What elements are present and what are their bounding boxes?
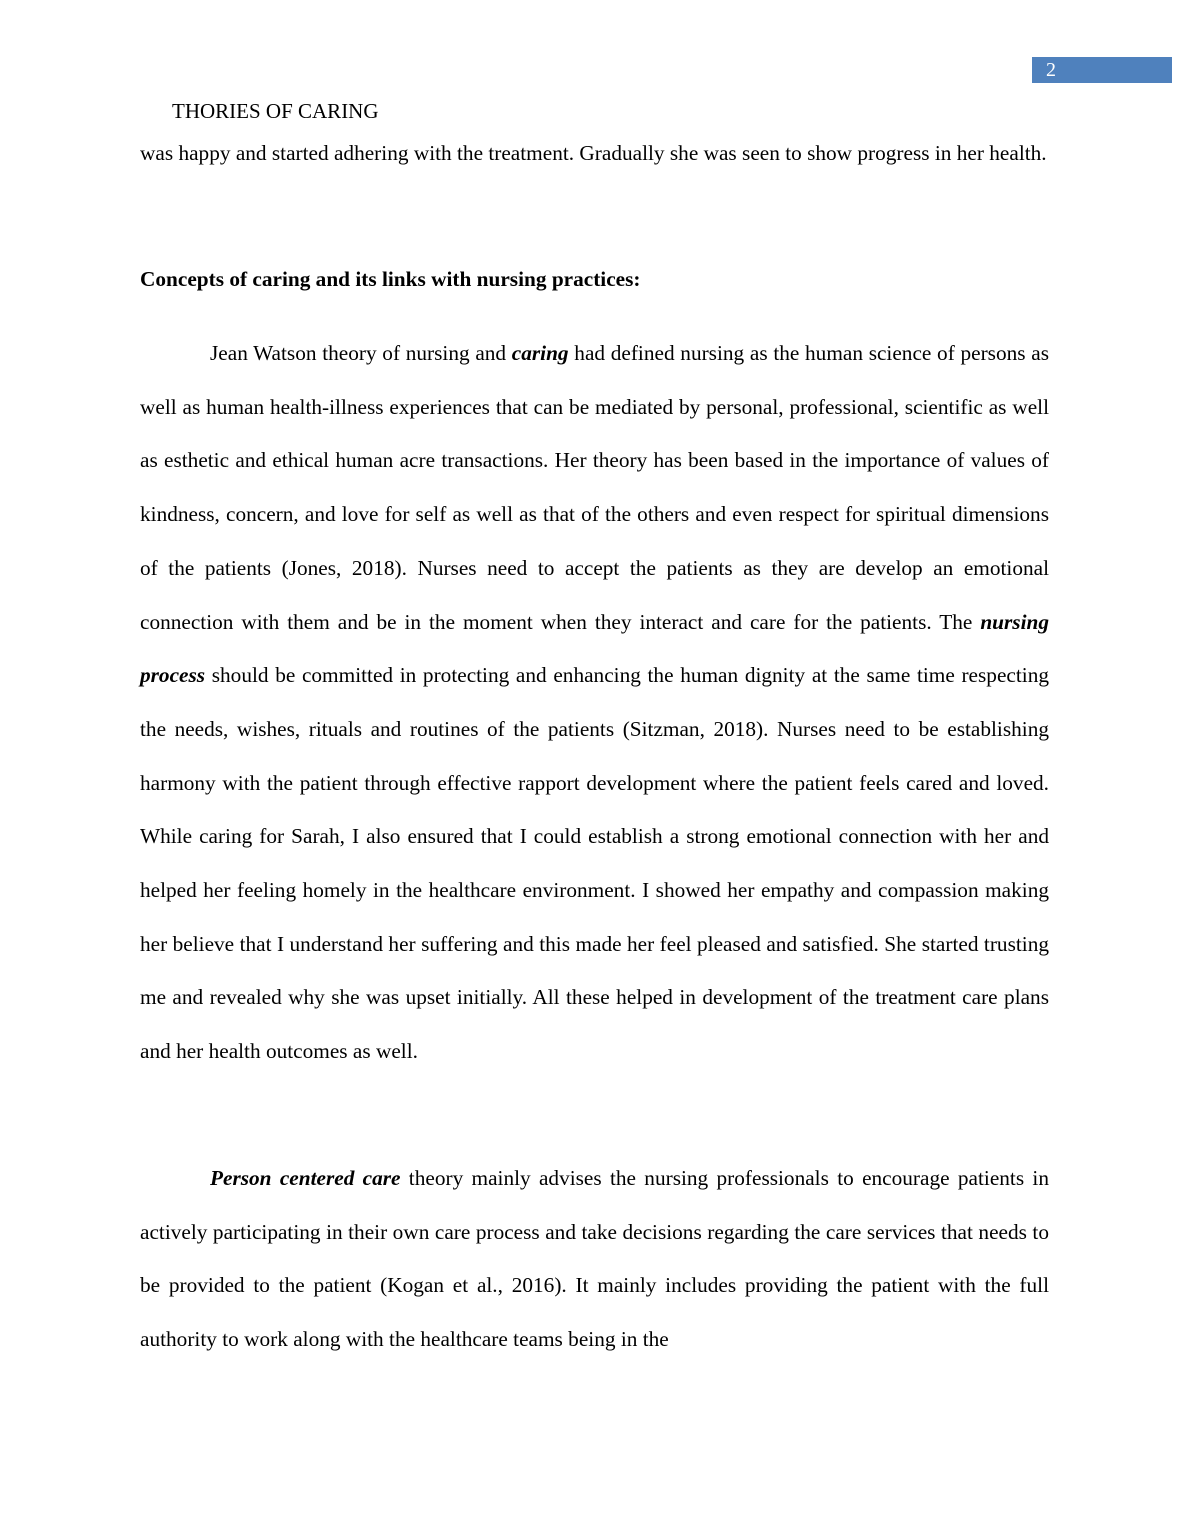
section-heading: Concepts of caring and its links with nursing practices: bbox=[140, 267, 641, 291]
watson-text-part-1: Jean Watson theory of nursing and bbox=[210, 341, 512, 365]
paragraph-person-centered-care bbox=[140, 1152, 1049, 1367]
emphasis-caring: caring bbox=[511, 341, 569, 365]
emphasis-nursing-process: nursing process bbox=[140, 609, 1049, 688]
page-number: 2 bbox=[1046, 59, 1056, 81]
emphasis-person-centered-care: Person centered care bbox=[210, 1166, 401, 1190]
watson-text-part-3: should be committed in protecting and enhancing the human dignity at the same time respecting the needs, wishes, rituals and routines of the patients (Sitzman, 2018). Nurses need to be establishing harmony with the patient through effective rapport development where the patient feels cared and loved. While caring for Sarah, I also ensured that I could establish a strong emotional connection with her and helped her feeling homely in the healthcare environment. I showed her empathy and compassion making her believe that I understand her suffering and this made her feel pleased and satisfied. She started trusting me and revealed why she was upset initially. All these helped in development of the treatment care plans and her health outcomes as well. bbox=[140, 663, 1049, 1064]
running-head: THORIES OF CARING bbox=[172, 99, 379, 123]
person-centered-text: theory mainly advises the nursing professionals to encourage patients in actively participating in their own care process and take decisions regarding the care services that needs to be provided to the patient (Kogan et al., 2016). It mainly includes providing the patient with the full authority to work along with the healthcare teams being in the bbox=[140, 1166, 1049, 1352]
paragraph-continuation: was happy and started adhering with the treatment. Gradually she was seen to show progress in her health. bbox=[140, 141, 1047, 165]
watson-text-part-2: had defined nursing as the human science of persons as well as human health-illness experiences that can be mediated by personal, professional, scientific as well as esthetic and ethical human acre transactions. Her theory has been based in the importance of values of kindness, concern, and love for self as well as that of the others and even respect for spiritual dimensions of the patients (Jones, 2018). Nurses need to accept the patients as they are develop an emotional connection with them and be in the moment when they interact and care for the patients. The bbox=[140, 341, 1049, 634]
page-number-bar bbox=[1032, 57, 1172, 83]
paragraph-watson-theory bbox=[140, 327, 1049, 1079]
